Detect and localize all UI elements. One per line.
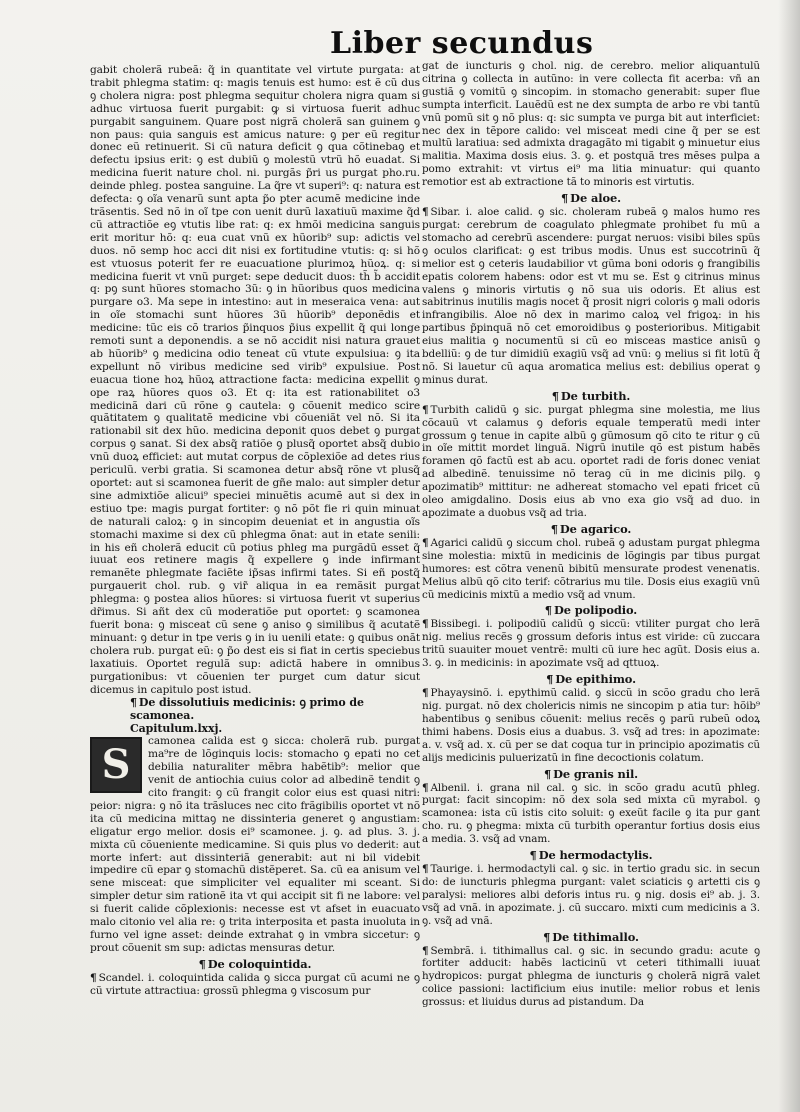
body-paragraph: ¶ Scandel. i. coloquintida calida ꝯ sicca purgat cũ acumi ne ꝯ cũ virtute attractiua: grossũ phlegma ꝯ viscosum pur <box>90 971 420 997</box>
pilcrow-mark-icon: ¶ <box>90 971 97 984</box>
left-text-column <box>90 64 420 1104</box>
pilcrow-mark-icon: ¶ <box>422 781 429 794</box>
page-edge-shadow <box>778 0 800 1112</box>
body-paragraph: camonea calida est ꝯ sicca: cholerã rub. purgat ma⁹re de lõginquis locis: stomacho ꝯ epati no cet debilia naturaliter mẽbra habẽtib⁹: melior que venit de antiochia cuius color ad albedinẽ tendit ꝯ cito frangit: ꝯ cũ frangit color eius est quasi nitri: peior: nigra: ꝯ nõ ita trãsluces nec cito frãgibilis oportet vt nõ ita cũ medicina mittaꝯ ne dissinteria generet ꝯ angustiam: eligatur ergo melior. dosis ei⁹ scamonee. j. ꝯ. ad plus. 3. j. mixta cũ cõueniente medicamine. Si quis plus vo dederit: aut morte infert: aut dissinteriã generabit: aut ni bil videbit impedire cũ epar ꝯ stomachũ distẽperet. Sa. cũ ea anisum vel sene misceat: que simpliciter vel equaliter mi sceant. Si simpler detur sim rationẽ ita vt qui accipit sit fi ne labore: vel si fuerit calide cõplexionis: necesse est vt afset in euacuato malo citonio vel alia re: ꝯ trita interposita et pasta inuoluta in furno vel igne asset: deinde extrahat ꝯ in vmbra siccetur: ꝯ prout cõuenit sm sup: adictas mensuras detur. <box>90 735 420 954</box>
section-heading-tithimallo: ¶ De tithimallo. <box>543 929 639 944</box>
running-head: Liber secundus <box>330 26 594 61</box>
pilcrow-mark-icon: ¶ <box>422 863 429 876</box>
section-heading-coloquintida: ¶ De coloquintida. <box>198 956 312 971</box>
body-paragraph: ¶ Sembrã. i. tithimallus cal. ꝯ sic. in secundo gradu: acute ꝯ fortiter adducit: habẽs lacticinũ vt ceteri tithimalli iuuat hydropicos: purgat phlegma de iuncturis ꝯ cholerã nigrã valet colice passioni: lactificium eius inutile: melior robus et lenis grossus: et liuidus durus ad pistandum. Da <box>422 944 760 1009</box>
body-paragraph: ¶ Phayaysinõ. i. epythimũ calid. ꝯ siccũ in scõo gradu cho lerã nig. purgat. nõ dex cholericis nimis ne sincopim p atia tur: hõib⁹ habentibus ꝯ senibus cõuenit: melius recẽs ꝯ parũ rubeũ odoꝝ thimi habens. Dosis eius a duabus. 3. vsq̃ ad tres: in apozimate: a. v. vsq̃ ad. x. cũ per se dat coqua tur in principio apozimatis cũ alijs medicinis puluerizatũ in fine decoctionis colatum. <box>422 687 760 764</box>
pilcrow-mark-icon: ¶ <box>543 766 552 781</box>
body-paragraph: ¶ Taurige. i. hermodactyli cal. ꝯ sic. in tertio gradu sic. in secun do: de iuncturis phlegma purgant: valet sciaticis ꝯ artetti cis ꝯ paralysi: meliores albi deforis intus ru. ꝯ nig. dosis ei⁹ ab. j. 3. vsq̃ ad vnã. in apozimate. j. cũ succaro. mixti cum medicinis a 3. ꝯ. vsq̃ ad vnã. <box>422 863 760 927</box>
pilcrow-mark-icon: ¶ <box>551 388 559 403</box>
pilcrow-mark-icon: ¶ <box>422 618 429 631</box>
pilcrow-mark-icon: ¶ <box>422 944 429 957</box>
body-paragraph: ¶ Albenil. i. grana nil cal. ꝯ sic. in scõo gradu acutũ phleg. purgat: facit sincopim: nõ dex sola sed mixta cũ myrabol. ꝯ scamonea: ista cũ istis cito soluit: ꝯ exeũt facile ꝯ ita pur gant cho. ru. ꝯ phegma: mixta cũ turbith operantur fortius dosis eius a media. 3. vsq̃ ad vnam. <box>422 781 760 846</box>
section-heading-agarico: ¶ De agarico. <box>550 521 632 536</box>
pilcrow-mark-icon: ¶ <box>529 848 537 863</box>
section-heading-granis-nil: ¶ De granis nil. <box>543 766 639 781</box>
pilcrow-mark-icon: ¶ <box>422 403 429 416</box>
pilcrow-mark-icon: ¶ <box>130 696 137 710</box>
body-paragraph: ¶ Bissibegi. i. polipodiũ calidũ ꝯ siccũ: vtiliter purgat cho lerã nig. melius recẽs ꝯ grossum deforis intus est viride: cũ zuccara tritũ suauiter mouet ventrẽ: multi cũ iure hec agũt. Dosis eius a. 3. ꝯ. in medicinis: in apozimate vsq̃ ad qttuoꝝ. <box>422 618 760 670</box>
section-heading-hermodactylis: ¶ De hermodactylis. <box>529 848 653 863</box>
chapter-number: Capitulum.lxxj. <box>130 722 223 736</box>
right-text-column <box>422 60 760 1100</box>
section-heading-epithimo: ¶ De epithimo. <box>546 672 636 687</box>
pilcrow-mark-icon: ¶ <box>561 191 569 206</box>
body-paragraph: gat de iuncturis ꝯ chol. nig. de cerebro. melior aliquantulũ citrina ꝯ collecta in autũno: in vere collecta fit acerba: vñ an gustiã ꝯ vomitũ ꝯ sincopim. in stomacho generabit: super flue sumpta interficit. Lauẽdũ est ne dex sumpta de arbo re vbi tantũ vnũ pomũ sit ꝯ nõ plus: q: sic sumpta ve purga bit aut interficiet: nec dex in tẽpore calido: vel misceat medi cine q̃ per se est multũ laratiua: sed admixta dragagãto mi tigabit ꝯ minuetur eius malitia. Maxima dosis eius. 3. ꝯ. et postquã tres mẽses pulpa a pomo extrahit: vt virtus ei⁹ ma litia minuatur: qui quanto remotior est ab extractione tã to minoris est virtutis. <box>422 60 760 189</box>
section-heading-turbith: ¶ De turbith. <box>551 388 631 403</box>
pilcrow-mark-icon: ¶ <box>422 687 429 700</box>
woodcut-initial-icon: S <box>90 737 142 793</box>
pilcrow-mark-icon: ¶ <box>544 603 552 618</box>
body-paragraph: ¶ Sibar. i. aloe calid. ꝯ sic. choleram rubeã ꝯ malos humo res purgat: cerebrum de coagulato phlegmate prohibet fu mũ a stomacho ad cerebrũ ascendere: purgat neruos: visibi biles spũs ꝯ oculos clarificat: ꝯ est tribus modis. Unus est succotrinũ q̃ melior est ꝯ ceteris laudabilior vt gũma boni odoris ꝯ frangibilis epatis colorem habens: odor est vt mu se. Est ꝯ citrinus minus valens ꝯ minoris virtutis ꝯ nõ sua uis odoris. Et alius est sabitrinus inutilis magis nocet q̃ prosit nigri coloris ꝯ mali odoris infrangibilis. Aloe nõ dex in marimo caloꝝ vel frigoꝝ: in his partibus p̃pinquã nõ cet emoroidibus ꝯ posterioribus. Mitigabit eius malitia ꝯ nocumentũ si cũ eo misceas mastice anisũ ꝯ bdelliũ: ꝯ de tur dimidiũ exagiũ vsq̃ ad vnũ: ꝯ melius si fit lotũ q̃ nõ. Si lauetur cũ aqua aromatica melius est: debilius operat ꝯ minus durat. <box>422 206 760 386</box>
pilcrow-mark-icon: ¶ <box>543 929 551 944</box>
chapter-opening <box>90 735 420 954</box>
body-paragraph: ¶ Turbith calidũ ꝯ sic. purgat phlegma sine molestia, me lius cõcauũ vt calamus ꝯ deforis equale temperatũ medi inter grossum ꝯ tenue in capite albũ ꝯ gũmosum qõ cito te ritur ꝯ cũ in oĩe mittit mordet linguã. Nigrũ inutile qõ est pistum habẽs foramen qõ factũ est ab acu. oportet radi de foris donec veniat ad albedinẽ. tenuissime nõ teraꝯ cũ in me dicinis pilꝯ. ꝯ apozimatib⁹ mittitur: ne adhereat stomacho vel epati fricet cũ oleo amigdalino. Dosis eius ab vno exa gio vsq̃ ad duo. in apozimate a duobus vsq̃ ad tria. <box>422 403 760 519</box>
chapter-heading: ¶ De dissolutiuis medicinis: ꝯ primo de scamonea. <box>130 696 364 723</box>
pilcrow-mark-icon: ¶ <box>198 956 206 971</box>
body-paragraph: ¶ Agarici calidũ ꝯ siccum chol. rubeã ꝯ adustam purgat phlegma sine molestia: mixtũ in medicinis de lõgingis par tibus purgat humores: est cõtra venenũ bibitũ mensurate prodest venenatis. Melius albũ qõ cito terif: cõtrarius mu tile. Dosis eius exagiũ vnũ cũ medicinis mixtũ a medio vsq̃ ad vnum. <box>422 536 760 601</box>
pilcrow-mark-icon: ¶ <box>550 521 558 536</box>
pilcrow-mark-icon: ¶ <box>422 206 429 219</box>
pilcrow-mark-icon: ¶ <box>546 672 554 687</box>
pilcrow-mark-icon: ¶ <box>422 536 429 549</box>
bleed-through-text <box>150 4 330 44</box>
section-heading-polipodio: ¶ De polipodio. <box>544 603 638 618</box>
body-paragraph: gabit cholerã rubeã: q̃ in quantitate vel virtute purgata: at trabit phlegma statim: q: magis tenuis est humo: est ẽ cũ dus ꝯ cholera nigra: post phlegma sequitur cholera nigra quam si adhuc virtuosa fuerit purgabit: ꝙ si virtuosa fuerit adhuc purgabit sanguinem. Quare post nigrã cholerã san guinem ꝯ non paus: quia sanguis est amicus nature: ꝯ per eũ regitur donec eũ retinuerit. Si cũ natura deficit ꝯ qua cõtinebaꝯ et defectu ipsius erit: ꝯ est dubiũ ꝯ molestũ vtrũ hõ euadat. Si medicina fuerit nature chol. ni. purgãs p̃ri us purgat pho.ru. deinde phleg. postea sanguine. La q̃re vt superi⁹: q: natura est defecta: ꝯ oĩa venarũ sunt apta p̃o pter acumẽ medicine inde trãsentis. Sed nõ in oĩ tpe con uenit durũ laxatiuũ maxime q̃d cũ attractiõe eꝯ vtutis libe rat: q: ex hmõi medicina sanguis erit moritur hõ: q: eua cuat vnũ ex hũorib⁹ sup: adictis vel duos. nõ semp hoc acci dit nisi ex fortitudine vtutis: q: si hõ est vtuosus poterit fer re euacuatione plurimoꝝ hũoꝝ. q: si medicina fuerit vt vnũ purget: sepe deducit duos: th̃ b̃ accidit q: pꝯ sunt hũores stomacho 3ũ: ꝯ in hũoribus quos medicina purgare o3. Ma sepe in intestino: aut in meseraica vena: aut in oĩe stomachi sunt hũores 3ũ hũorib⁹ deponẽdis et medicine: tũc eis cõ trarios p̃inquos p̃ius expellit q̃ qui longe remoti sunt a deponendis. a se nõ accidit nisi natura grauet ab hũorib⁹ ꝯ medicina odio teneat cũ vtute expulsiua: ꝯ ita expellunt nõ viribus medicine sed virib⁹ expulsiue. Post euacua tione hoꝝ hũoꝝ attractione facta: medicina expellit ꝯ ope raꝝ hũores quos o3. Et q: ita est rationabilitet o3 medicinã dari cũ rõne ꝯ cautela: ꝯ cõuenit medico scire quãtitatem ꝯ qualitatẽ medicine vbi cõueniãt vel nõ. Si ita rationabil sit dex hũo. medicina deponit quos debet ꝯ purgat corpus ꝯ sanat. Si dex absq̃ ratiõe ꝯ plusq̃ oportet absq̃ dubio vnũ duoꝝ efficiet: aut mutat corpus de cõplexiõe ad detes rius periculũ. verbi gratia. Si scamonea detur absq̃ rõne vt plusq̃ oportet: aut si scamonea fuerit de gñe malo: aut simpler detur sine admixtiõe alicui⁹ speciei minuẽtis acumẽ aut si dex in estiuo tpe: magis purgat fortiter: ꝯ nõ põt fie ri quin minuat de naturali caloꝝ: ꝯ in sincopim deueniat et in angustia oĩs stomachi maxime si dex cũ phlegma õnat: aut in etate senili: in his eñ cholerã educit cũ potius phleg ma purgãdũ esset q̃ iuuat eos retinere magis q̃ expellere ꝯ inde infirmant remanẽte phlegmate faciẽte ip̃sas infirmi tates. Si eñ postq̃ purgauerit chol. rub. ꝯ vir̃ aliqua in ea remãsit purgat phlegma: ꝯ postea alios hũores: si virtuosa fuerit vt superius dr̃imus. Si añt dex cũ moderatiõe put oportet: ꝯ scamonea fuerit bona: ꝯ misceat cũ sene ꝯ aniso ꝯ similibus q̃ acutatẽ minuant: ꝯ detur in tpe veris ꝯ in iu uenili etate: ꝯ quibus onãt cholera rub. purgat eũ: ꝯ p̃o dest eis si fiat in certis speciebus laxatiuis. Oportet regulã sup: adictã habere in omnibus purgationibus: vt cõuenien ter purget cum datur sicut dicemus in capitulo post istud. <box>90 64 420 696</box>
section-heading-aloe: ¶ De aloe. <box>561 191 621 206</box>
